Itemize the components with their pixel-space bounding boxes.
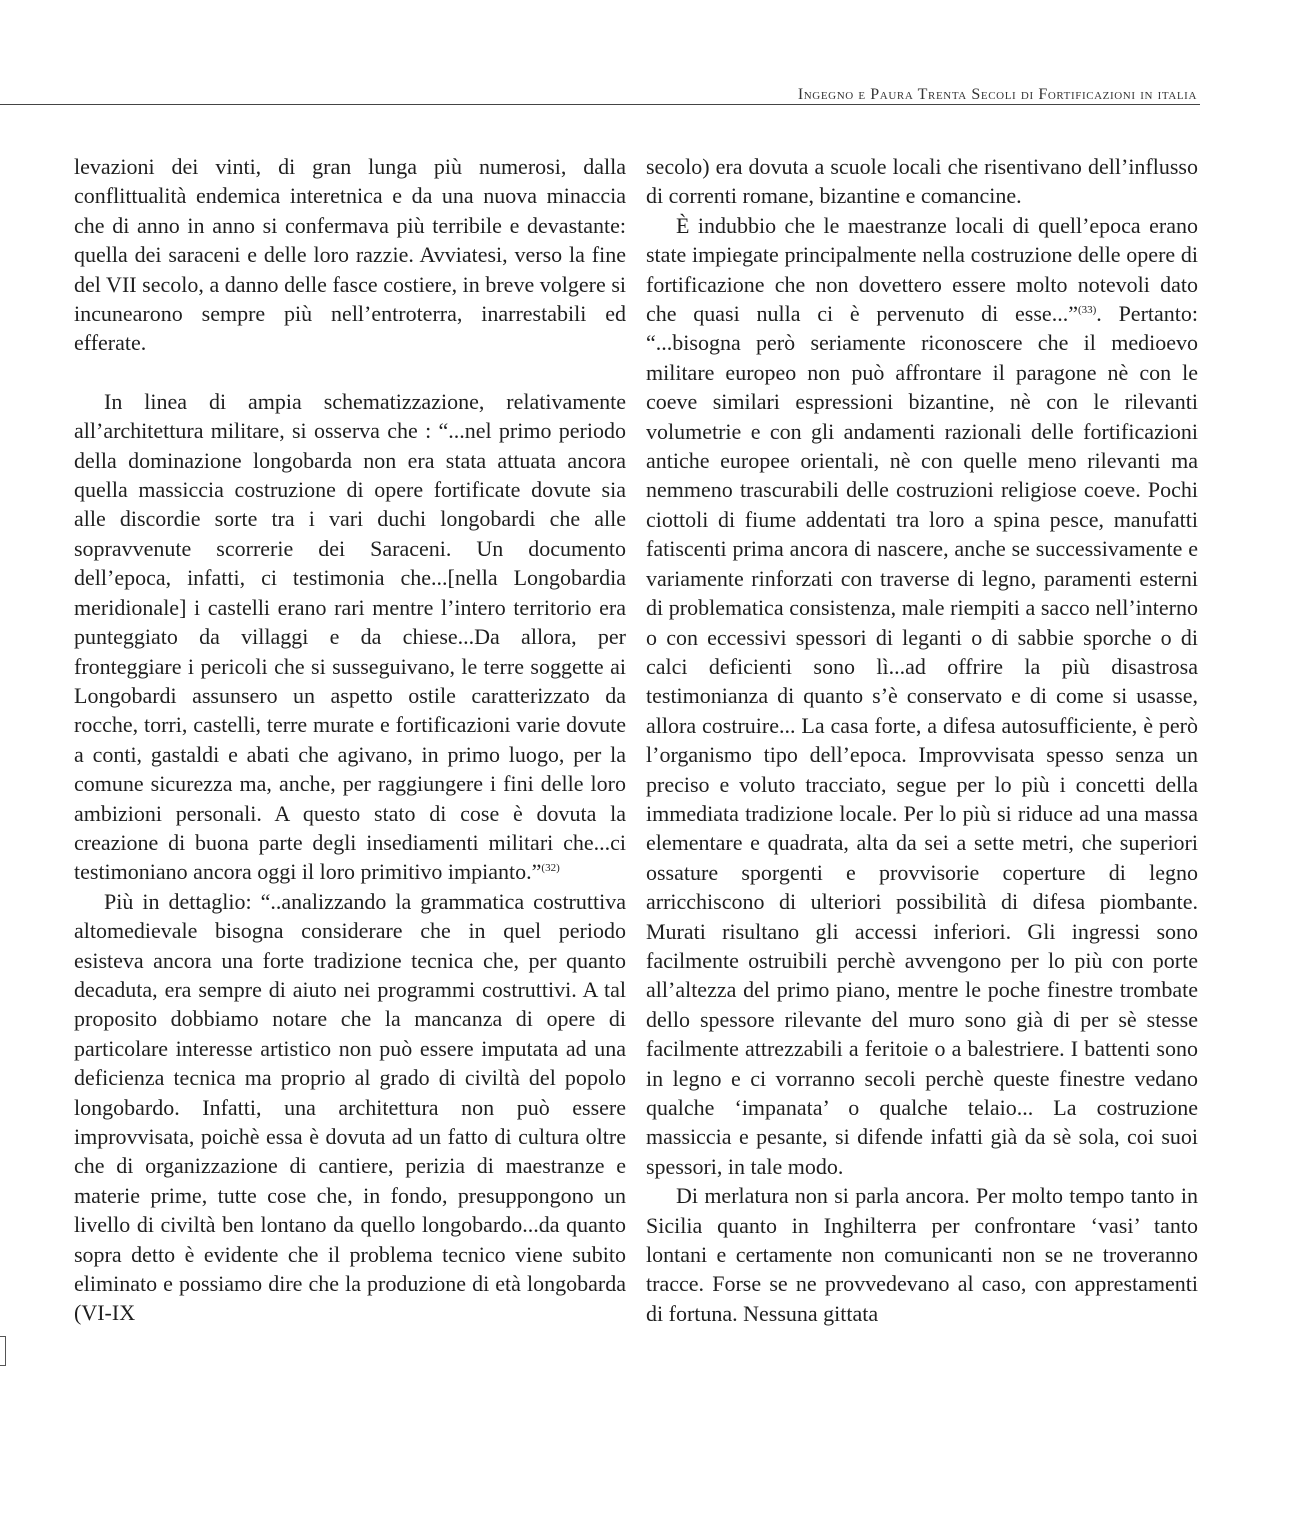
left-column [74, 152, 626, 1328]
paragraph: Più in dettaglio: “..analizzando la grammatica costruttiva altomedievale bisogna considerare che in quel periodo esisteva ancora una forte tradizione tecnica che, per quanto decaduta, era sempre di aiuto nei programmi costruttivi. A tal proposito dobbiamo notare che la mancanza di opere di particolare interesse artistico non può essere imputata ad una deficienza tecnica ma proprio al grado di civiltà del popolo longobardo. Infatti, una architettura non può essere improvvisata, poichè essa è dovuta ad un fatto di cultura oltre che di organizzazione di cantiere, perizia di maestranze e materie prime, tutte cose che, in fondo, presuppongono un livello di civiltà ben lontano da quello longobardo...da quanto sopra detto è evidente che il problema tecnico viene subito eliminato e possiamo dire che la produzione di età longobarda (VI-IX [74, 888, 626, 1326]
margin-bracket [0, 1336, 6, 1366]
running-title: Ingegno e Paura Trenta Secoli di Fortificazioni in italia [797, 86, 1197, 103]
paragraph: levazioni dei vinti, di gran lunga più numerosi, dalla conflittualità endemica interetnica e da una nuova minaccia che di anno in anno si confermava più terribile e devastante: quella dei saraceni e delle loro razzie. Avviatesi, verso la fine del VII secolo, a danno delle fasce costiere, in breve volgere si incunearono sempre più nell’entroterra, inarrestabili ed efferate. [74, 154, 626, 356]
paragraph [646, 211, 1198, 1181]
paragraph-text: . Pertanto: “...bisogna però seriamente riconoscere che il medioevo militare europeo non può affrontare il paragone nè con le coeve similari espressioni bizantine, nè con le rilevanti volumetrie e con gli andamenti razionali delle fortificazioni antiche europee orientali, nè con quelle meno rilevanti ma nemmeno trascurabili delle costruzioni religiose coeve. Pochi ciottoli di fiume addentati tra loro a spina pesce, manufatti fatiscenti prima ancora di nascere, anche se successivamente e variamente rinforzati con traverse di legno, paramenti esterni di problematica consistenza, male riempiti a sacco nell’interno o con eccessivi spessori di leganti o di sabbie sporche o di calci deficienti sono lì...ad offrire la più disastrosa testimonianza di quanto s’è conservato e di come si usasse, allora costruire... La casa forte, a difesa autosufficiente, è però l’organismo tipo dell’epoca. Improvvisata spesso senza un preciso e voluto tracciato, segue per lo più i concetti della immediata tradizione locale. Per lo più si riduce ad una massa elementare e quadrata, alta da sei a sette metri, che superiori ossature sporgenti e provvisorie coperture di legno arricchiscono di ulteriori possibilità di difesa piombante. Murati risultano gli accessi inferiori. Gli ingressi sono facilmente ostruibili perchè avvengono per lo più con porte all’altezza del primo piano, mentre le poche finestre trombate dello spessore rilevante del muro sono già di per sè stesse facilmente attrezzabili a feritoie o a balestriere. I battenti sono in legno e ci vorranno secoli perchè queste finestre vedano qualche ‘impanata’ o qualche telaio... La costruzione massiccia e pesante, si difende infatti già da sè sola, coi suoi spessori, in tale modo. [646, 301, 1198, 1179]
paragraph: secolo) era dovuta a scuole locali che risentivano dell’influsso di correnti romane, bizantine e comancine. [646, 154, 1198, 209]
footnote-ref-32: (32) [541, 862, 560, 875]
footnote-ref-33: (33) [1077, 304, 1097, 317]
paragraph-text: In linea di ampia schematizzazione, relativamente all’architettura militare, si osserva che : “...nel primo periodo della dominazione longobarda non era stata attuata ancora quella massiccia costruzione di opere fortificate dovute sia alle discordie sorte tra i vari duchi longobardi che alle sopravvenute scorrerie dei Saraceni. Un documento dell’epoca, infatti, ci testimonia che...[nella Longobardia meridionale] i castelli erano rari mentre l’intero territorio era punteggiato da villaggi e da chiese...Da allora, per fronteggiare i pericoli che si susseguivano, le terre soggette ai Longobardi assunsero un aspetto ostile caratterizzato da rocche, torri, castelli, terre murate e fortificazioni varie dovute a conti, gastaldi e abati che agivano, in primo luogo, per la comune sicurezza ma, anche, per raggiungere i fini delle loro ambizioni personali. A questo stato di cose è dovuta la creazione di buona parte degli insediamenti militari che...ci testimoniano ancora oggi il loro primitivo impianto.” [74, 388, 626, 885]
paragraph [74, 387, 626, 887]
paragraph: Di merlatura non si parla ancora. Per molto tempo tanto in Sicilia quanto in Inghilterra per confrontare ‘vasi’ tanto lontani e certamente non comunicanti non se ne troveranno tracce. Forse se ne provvedevano al caso, con apprestamenti di fortuna. Nessuna gittata [646, 1183, 1198, 1326]
right-column [646, 152, 1198, 1328]
paragraph-text: È indubbio che le maestranze locali di quell’epoca erano state impiegate principalmente nella costruzione delle opere di fortificazione che non dovettero essere molto notevoli dato che quasi nulla ci è pervenuto di esse...” [646, 212, 1198, 327]
header-rule [0, 104, 1200, 105]
